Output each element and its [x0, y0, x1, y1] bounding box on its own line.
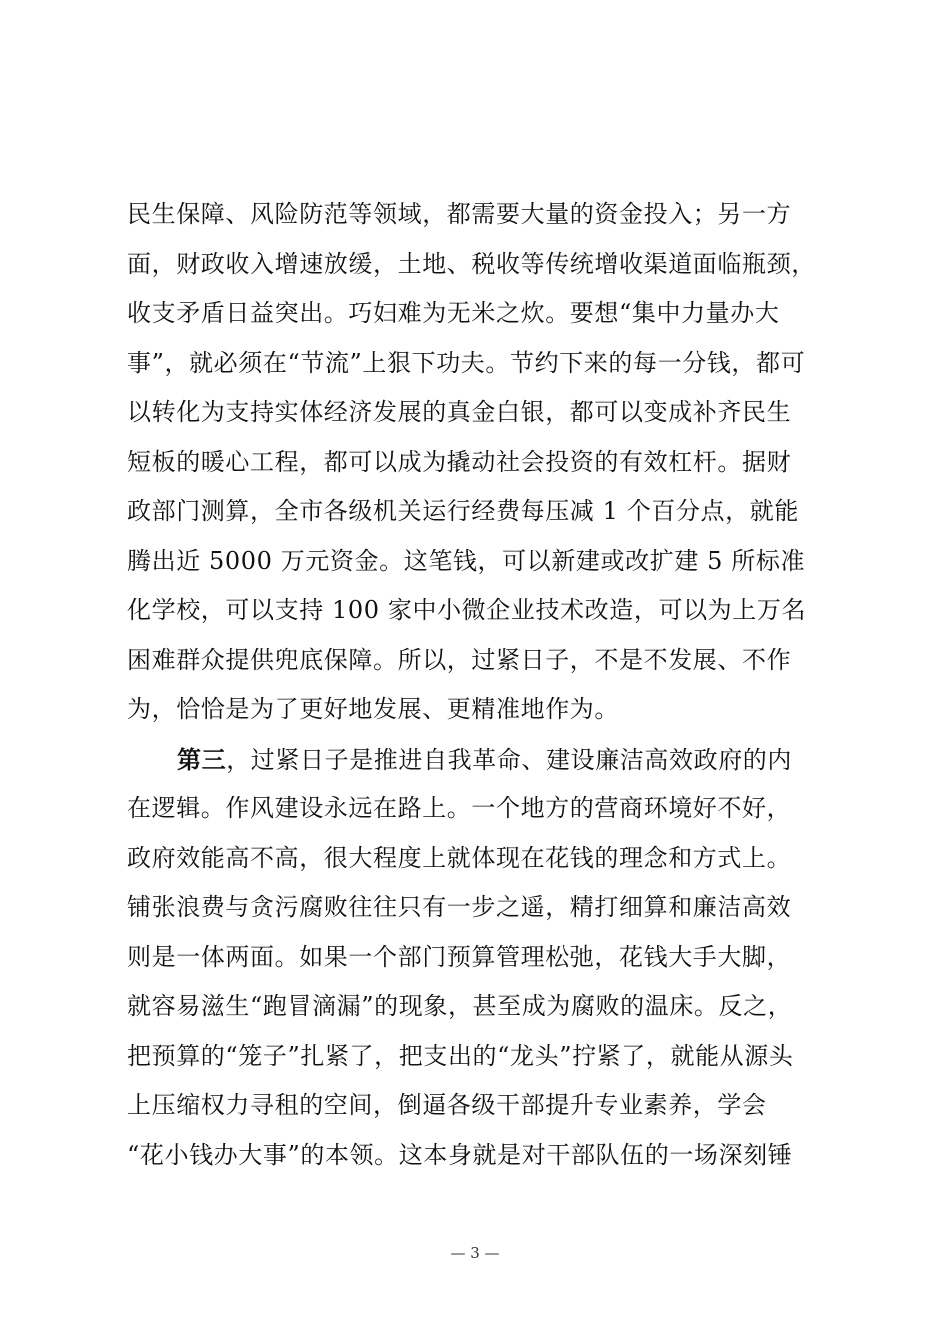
text-span: ，过紧日子是推进自我革命、建设廉洁高效政府的内	[226, 745, 793, 774]
text-line: 以转化为支持实体经济发展的真金白银，都可以变成补齐民生	[127, 398, 792, 426]
text-line: 收支矛盾日益突出。巧妇难为无米之炊。要想“集中力量办大	[127, 299, 780, 327]
text-line: 就容易滋生“跑冒滴漏”的现象，甚至成为腐败的温床。反之，	[127, 992, 793, 1020]
text-line: 化学校，可以支持 100 家中小微企业技术改造，可以为上万名	[127, 596, 807, 624]
page-number: — 3 —	[450, 1244, 500, 1262]
text-line: 铺张浪费与贪污腐败往往只有一步之遥，精打细算和廉洁高效	[127, 893, 792, 921]
text-line: 政部门测算，全市各级机关运行经费每压减 1 个百分点，就能	[127, 497, 799, 525]
paragraph-heading-bold: 第三	[177, 744, 227, 774]
text-line: 则是一体两面。如果一个部门预算管理松弛，花钱大手大脚，	[127, 942, 792, 971]
text-line: 政府效能高不高，很大程度上就体现在花钱的理念和方式上。	[127, 843, 792, 872]
text-line: 上压缩权力寻租的空间，倒逼各级干部提升专业素养，学会	[127, 1091, 767, 1119]
text-line: “花小钱办大事”的本领。这本身就是对干部队伍的一场深刻锤	[127, 1140, 793, 1169]
body-text	[127, 190, 827, 1180]
text-line: 困难群众提供兜底保障。所以，过紧日子，不是不发展、不作	[127, 645, 792, 674]
paragraph-first-line	[127, 735, 827, 785]
text-line: 民生保障、风险防范等领域，都需要大量的资金投入；另一方	[127, 200, 792, 228]
text-line: 把预算的“笼子”扎紧了，把支出的“龙头”拧紧了，就能从源头	[127, 1041, 794, 1070]
text-line: 腾出近 5000 万元资金。这笔钱，可以新建或改扩建 5 所标准	[127, 546, 806, 575]
text-line: 事”，就必须在“节流”上狠下功夫。节约下来的每一分钱，都可	[127, 348, 806, 377]
text-line: 面，财政收入增速放缓，土地、税收等传统增收渠道面临瓶颈，	[127, 249, 816, 278]
text-line: 短板的暖心工程，都可以成为撬动社会投资的有效杠杆。据财	[127, 447, 792, 476]
text-line: 在逻辑。作风建设永远在路上。一个地方的营商环境好不好，	[127, 794, 792, 822]
text-line: 为，恰恰是为了更好地发展、更精准地作为。	[127, 695, 619, 723]
